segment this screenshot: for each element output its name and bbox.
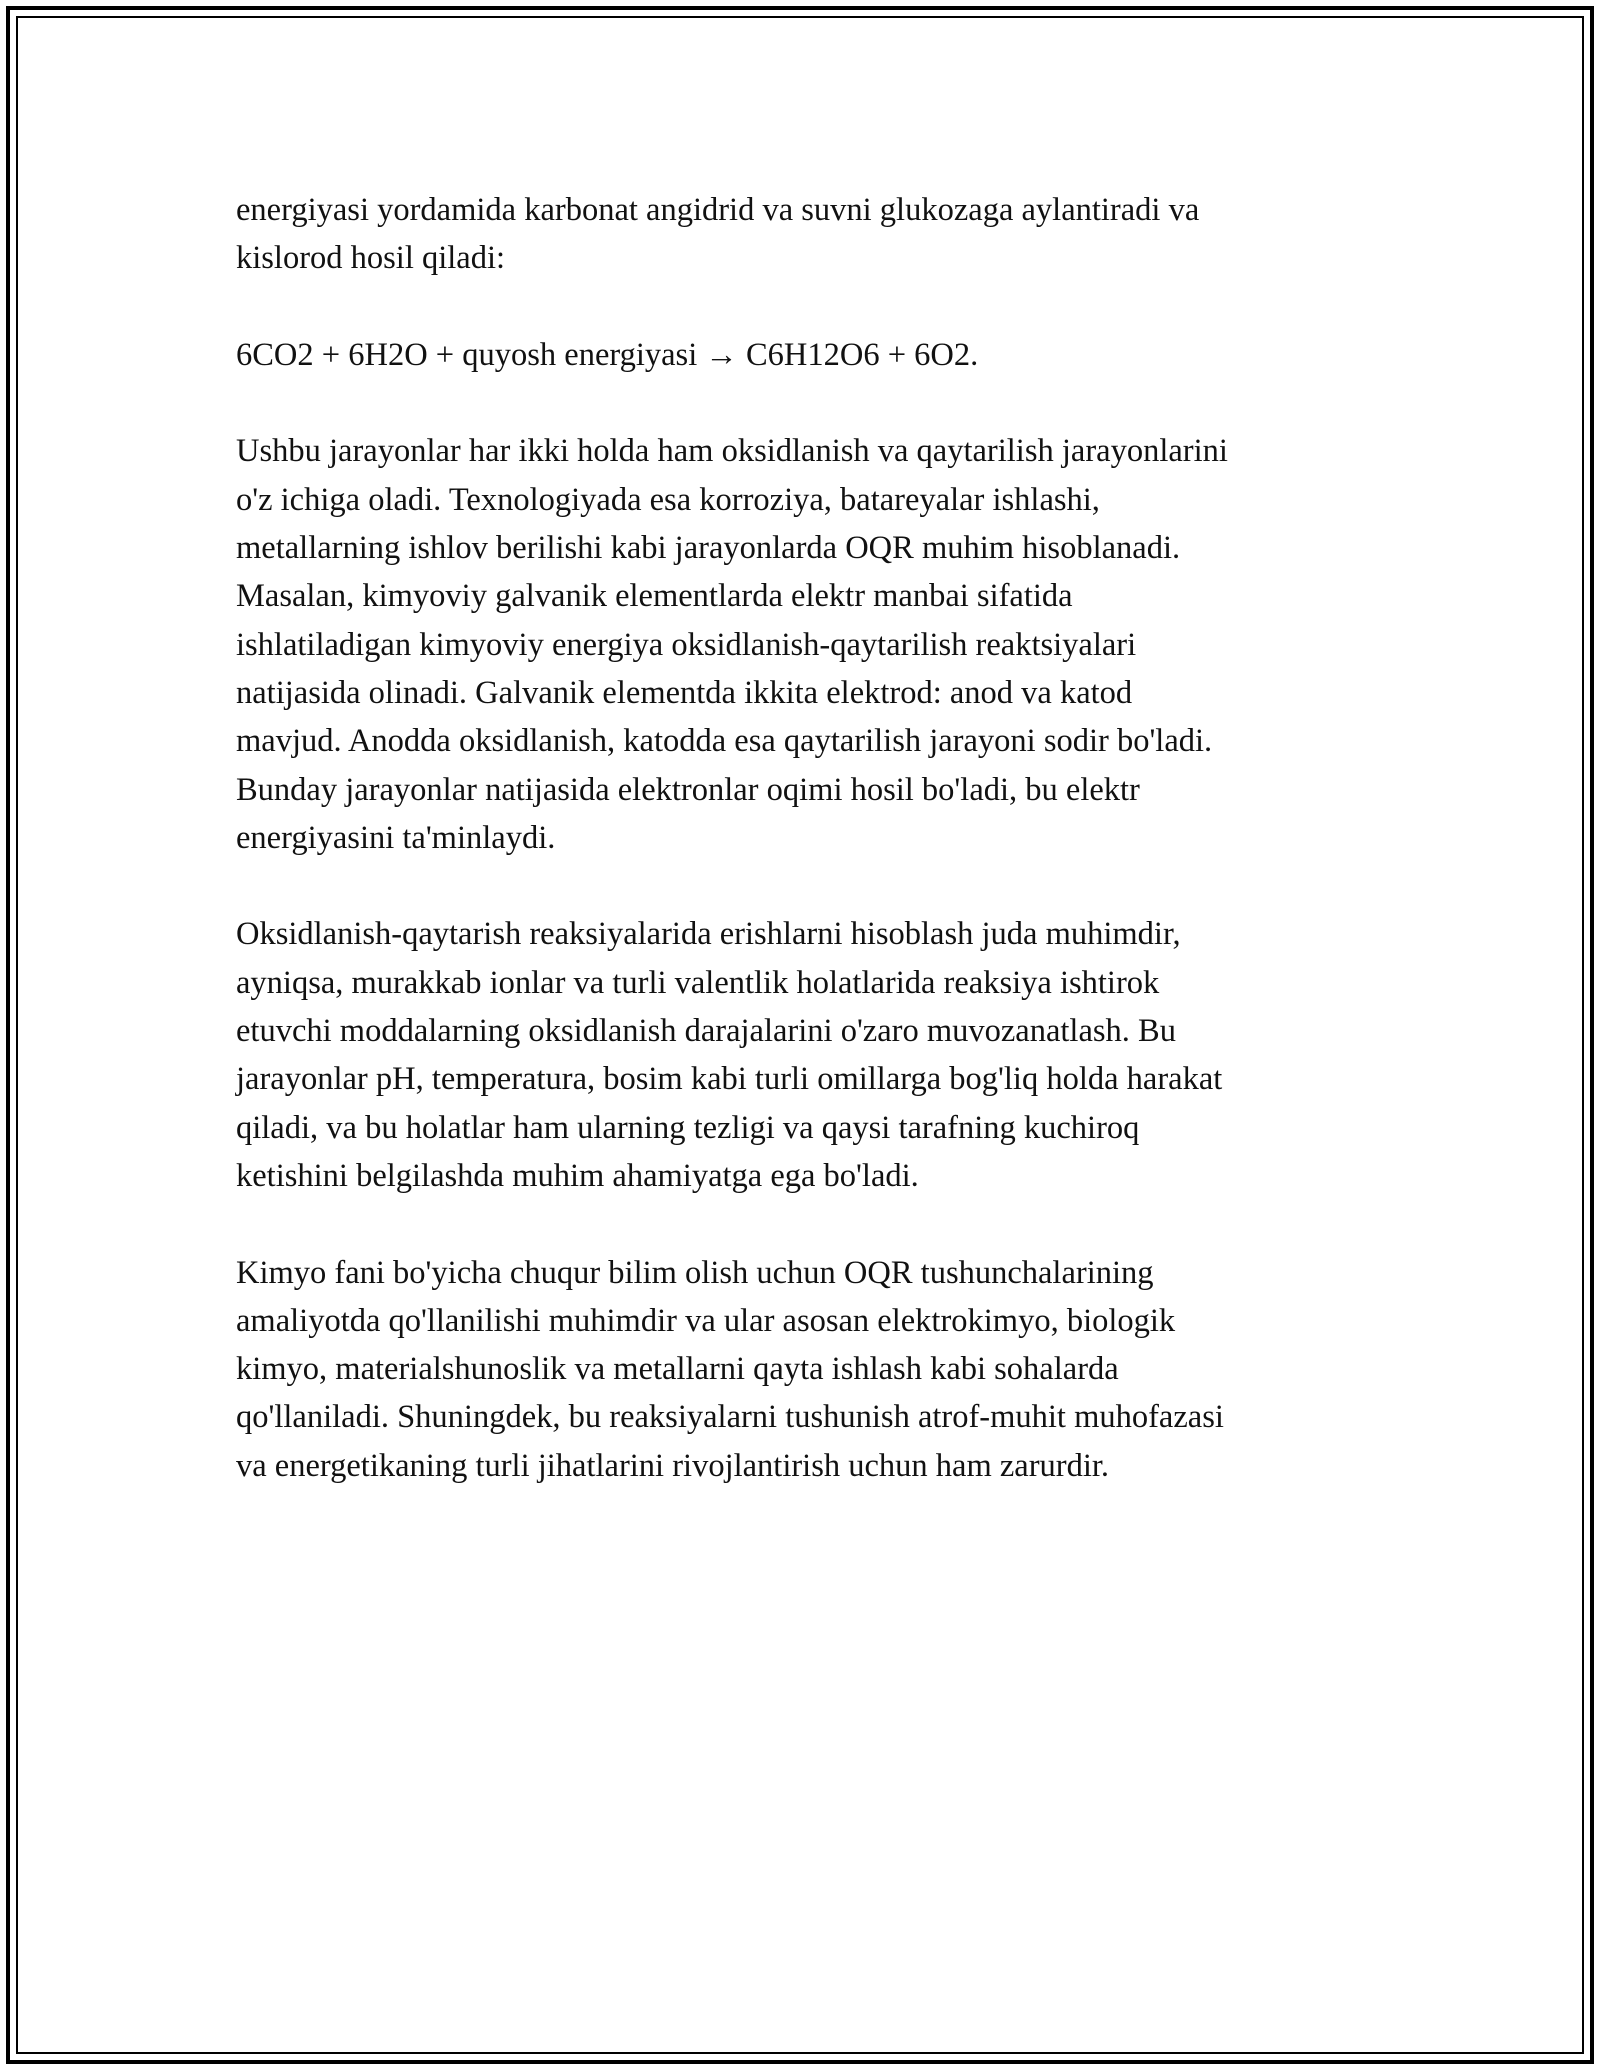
paragraph-applications: Kimyo fani bo'yicha chuqur bilim olish uchun OQR tushunchalarining amaliyotda qo'llanilishi muhimdir va ular asosan elektrokimyo, biologik kimyo, materialshunoslik va metallarni qayta ishlash kabi sohalarda qo'llaniladi. Shuningdek, bu reaksiyalarni tushunish atrof-muhit muhofazasi va energetikaning turli jihatlarini rivojlantirish uchun ham zarurdir.	[236, 1254, 1224, 1484]
document-body	[236, 186, 1386, 1538]
paragraph-equation: 6CO2 + 6H2O + quyosh energiyasi → C6H12O6 + 6O2.	[236, 336, 979, 373]
paragraph-redox-factors: Oksidlanish-qaytarish reaksiyalarida erishlarni hisoblash juda muhimdir, ayniqsa, murakkab ionlar va turli valentlik holatlarida reaksiya ishtirok etuvchi moddalarning oksidlanish darajalarini o'zaro muvozanatlash. Bu jarayonlar pH, temperatura, bosim kabi turli omillarga bog'liq holda harakat qiladi, va bu holatlar ham ularning tezligi va qaysi tarafning kuchiroq ketishini belgilashda muhim ahamiyatga ega bo'ladi.	[236, 916, 1223, 1194]
paragraph-photosynthesis-intro: energiyasi yordamida karbonat angidrid va suvni glukozaga aylantiradi va kislorod hosil qiladi:	[236, 192, 1200, 277]
paragraph-galvanic-elements: Ushbu jarayonlar har ikki holda ham oksidlanish va qaytarilish jarayonlarini o'z ichiga oladi. Texnologiyada esa korroziya, batareyalar ishlashi, metallarning ishlov berilishi kabi jarayonlarda OQR muhim hisoblanadi. Masalan, kimyoviy galvanik elementlarda elektr manbai sifatida ishlatiladigan kimyoviy energiya oksidlanish-qaytarilish reaktsiyalari natijasida olinadi. Galvanik elementda ikkita elektrod: anod va katod mavjud. Anodda oksidlanish, katodda esa qaytarilish jarayoni sodir bo'ladi. Bunday jarayonlar natijasida elektronlar oqimi hosil bo'ladi, bu elektr energiyasini ta'minlaydi.	[236, 433, 1228, 856]
